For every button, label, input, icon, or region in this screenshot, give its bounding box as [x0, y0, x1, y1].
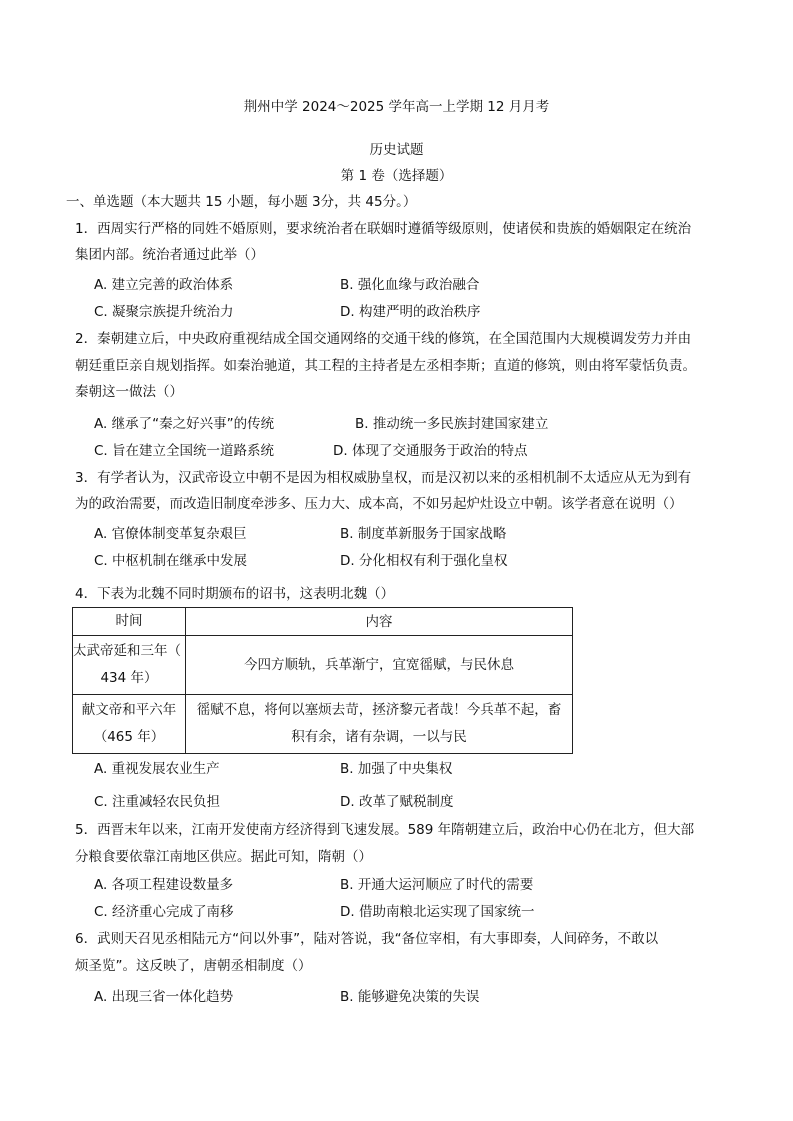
question-3-line-1: 3．有学者认为，汉武帝设立中朝不是因为相权威胁皇权，而是汉初以来的丞相机制不太适应从无为到有: [75, 470, 692, 486]
exam-volume: 第 1 卷（选择题）: [340, 168, 453, 184]
table-cell-content: [186, 695, 573, 754]
question-5-line-2: 分粮食要依靠江南地区供应。据此可知，隋朝（）: [75, 849, 372, 865]
question-4-stem: 4．下表为北魏不同时期颁布的诏书，这表明北魏（）: [75, 586, 395, 602]
question-6-line-1: 6．武则天召见丞相陆元方“问以外事”，陆对答说，我“备位宰相，有大事即奏，人间碎务，不敢以: [75, 931, 659, 947]
time-line-2: （465 年）: [93, 729, 165, 745]
question-2-line-1: 2．秦朝建立后，中央政府重视结成全国交通网络的交通干线的修筑，在全国范围内大规模调发劳力并由: [75, 331, 692, 347]
table-row: [73, 695, 573, 754]
time-line-1: 献文帝和平六年: [81, 702, 177, 718]
time-line-2: 434 年）: [100, 670, 158, 686]
question-2-option-b: B. 推动统一多民族封建国家建立: [355, 416, 549, 432]
question-5-option-c: C. 经济重心完成了南移: [94, 904, 234, 920]
table-cell-content: 今四方顺轨，兵革渐宁，宜宽徭赋，与民休息: [186, 636, 573, 695]
question-2-line-2: 朝廷重臣亲自规划指挥。如秦治驰道，其工程的主持者是左丞相李斯；直道的修筑，则由将军蒙恬负责。: [75, 358, 696, 374]
edict-table: [72, 607, 573, 754]
question-3-line-2: 为的政治需要，而改造旧制度牵涉多、压力大、成本高，不如另起炉灶设立中朝。该学者意在说明（）: [75, 496, 683, 512]
question-2-option-d: D. 体现了交通服务于政治的特点: [333, 443, 528, 459]
content-line-2: 积有余，诸有杂调，一以与民: [291, 729, 467, 745]
question-5-option-d: D. 借助南粮北运实现了国家统一: [340, 904, 535, 920]
question-2-line-3: 秦朝这一做法（）: [75, 384, 183, 400]
question-1-option-c: C. 凝聚宗族提升统治力: [94, 304, 234, 320]
question-2-option-c: C. 旨在建立全国统一道路系统: [94, 443, 275, 459]
question-6-line-2: 烦圣览”。这反映了，唐朝丞相制度（）: [75, 958, 312, 974]
question-5-option-a: A. 各项工程建设数量多: [94, 877, 234, 893]
question-4-option-b: B. 加强了中央集权: [340, 761, 453, 777]
content-line-1: 徭赋不息，将何以塞烦去苛，拯济黎元者哉！今兵革不起，畜: [196, 702, 562, 718]
question-1-option-b: B. 强化血缘与政治融合: [340, 277, 480, 293]
question-3-option-a: A. 官僚体制变革复杂艰巨: [94, 526, 247, 542]
exam-subject: 历史试题: [369, 142, 424, 158]
question-1-line-1: 1．西周实行严格的同姓不婚原则，要求统治者在联姻时遵循等级原则，使诸侯和贵族的婚姻限定在统治: [75, 221, 692, 237]
section-heading: 一、单选题（本大题共 15 小题，每小题 3分，共 45分。）: [66, 194, 417, 210]
table-cell-time: [73, 636, 186, 695]
table-header-row: [73, 608, 573, 636]
question-2-option-a: A. 继承了“秦之好兴事”的传统: [94, 416, 275, 432]
time-line-1: 太武帝延和三年（: [73, 643, 181, 659]
question-1-line-2: 集团内部。统治者通过此举（）: [75, 247, 264, 263]
question-3-option-b: B. 制度革新服务于国家战略: [340, 526, 507, 542]
question-5-line-1: 5．西晋末年以来，江南开发使南方经济得到飞速发展。589 年隋朝建立后，政治中心仍在北方，但大部: [75, 822, 695, 838]
question-4-option-a: A. 重视发展农业生产: [94, 761, 220, 777]
question-3-option-c: C. 中枢机制在继承中发展: [94, 553, 248, 569]
question-6-option-b: B. 能够避免决策的失误: [340, 989, 480, 1005]
question-3-option-d: D. 分化相权有利于强化皇权: [340, 553, 508, 569]
table-row: [73, 636, 573, 695]
table-cell-time: [73, 695, 186, 754]
exam-title: 荆州中学 2024～2025 学年高一上学期 12 月月考: [243, 99, 550, 115]
question-4-option-c: C. 注重减轻农民负担: [94, 794, 221, 810]
question-6-option-a: A. 出现三省一体化趋势: [94, 989, 234, 1005]
question-1-option-d: D. 构建严明的政治秩序: [340, 304, 481, 320]
question-5-option-b: B. 开通大运河顺应了时代的需要: [340, 877, 534, 893]
question-1-option-a: A. 建立完善的政治体系: [94, 277, 234, 293]
table-header-time: 时间: [73, 608, 186, 636]
table-header-content: 内容: [186, 608, 573, 636]
question-4-option-d: D. 改革了赋税制度: [340, 794, 454, 810]
